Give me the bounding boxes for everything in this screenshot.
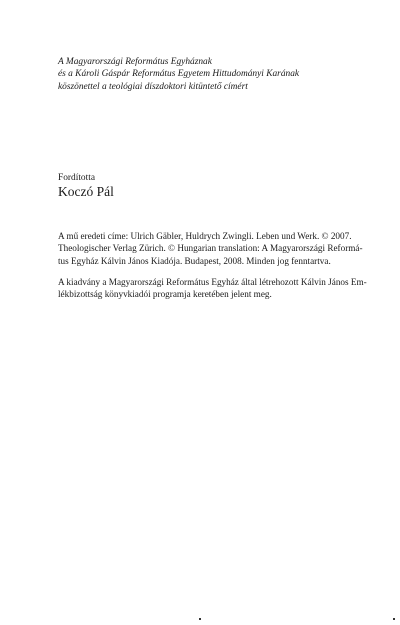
translator-label: Fordította	[58, 173, 95, 183]
scan-mark	[393, 618, 395, 620]
copyright-line: tus Egyház Kálvin János Kiadója. Budapest, 2008. Minden jog fenntartva.	[58, 255, 331, 266]
dedication-line: köszönettel a teológiai díszdoktori kitüntető címért	[58, 81, 248, 92]
publisher-note	[58, 276, 367, 301]
copyright-notice	[58, 230, 363, 267]
translator-name: Koczó Pál	[58, 184, 114, 199]
publisher-note-line: A kiadvány a Magyarországi Református Egyház által létrehozott Kálvin János Em-	[58, 277, 367, 287]
copyright-line: A mű eredeti címe: Ulrich Gäbler, Huldrych Zwingli. Leben und Werk. © 2007.	[58, 231, 352, 241]
dedication-line: A Magyarországi Református Egyháznak	[58, 57, 212, 67]
copyright-line: Theologischer Verlag Zürich. © Hungarian translation: A Magyarországi Reformá-	[58, 243, 363, 254]
dedication	[58, 56, 358, 93]
dedication-line: és a Károli Gáspár Református Egyetem Hittudományi Karának	[58, 69, 300, 80]
scan-mark	[199, 618, 201, 620]
publisher-note-line: lékbizottság könyvkiadói programja keretében jelent meg.	[58, 289, 272, 300]
